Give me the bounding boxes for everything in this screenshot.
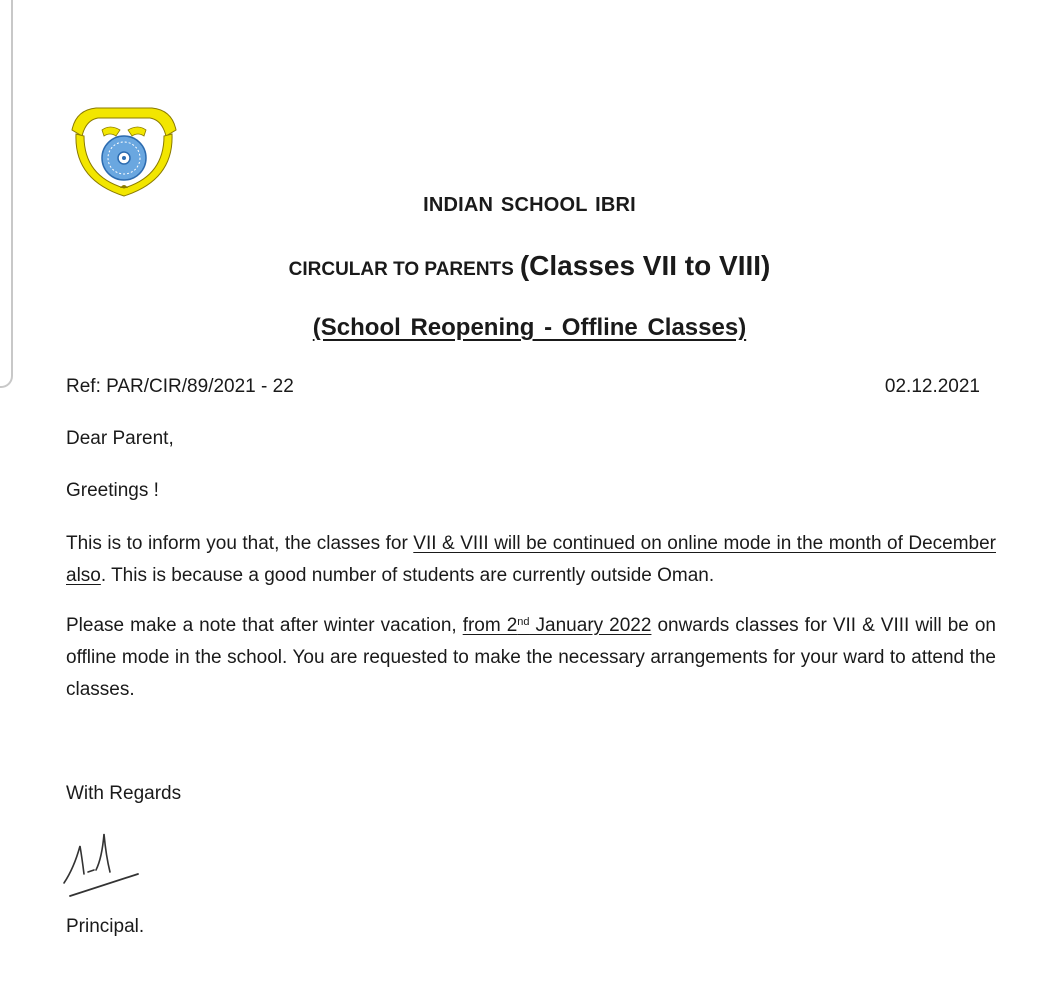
salutation: Dear Parent, <box>66 428 174 449</box>
signature-icon <box>60 828 150 898</box>
closing-regards: With Regards <box>66 783 182 804</box>
date-ordinal: nd <box>517 616 530 628</box>
circular-label: CIRCULAR TO PARENTS <box>288 259 514 280</box>
paragraph-online-classes <box>66 528 996 592</box>
date-from: from 2 <box>462 615 518 636</box>
school-name: INDIAN SCHOOL IBRI <box>423 194 636 216</box>
para1-underlined-text: VII & VIII will be continued on online mode in the month of December also <box>66 533 996 586</box>
para2-underlined-date <box>463 615 652 636</box>
circular-date: 02.12.2021 <box>884 376 980 397</box>
greeting: Greetings ! <box>66 480 159 501</box>
para2-text-end: onwards classes for VII & VIII will be on offline mode in the school. You are requested to make the necessary arrangements for your ward to attend the classes. <box>66 615 996 700</box>
circular-subject: (School Reopening - Offline Classes) <box>312 314 747 341</box>
reference-number: Ref: PAR/CIR/89/2021 - 22 <box>66 376 294 397</box>
para1-text-end: . This is because a good number of students are currently outside Oman. <box>100 565 715 586</box>
signatory-title: Principal. <box>66 916 145 937</box>
para2-text-start: Please make a note that after winter vacation, <box>66 615 463 636</box>
paragraph-offline-classes <box>66 610 996 706</box>
circular-title <box>0 250 1059 282</box>
date-month-year: January 2022 <box>529 615 652 636</box>
school-emblem-icon <box>66 100 182 200</box>
classes-label: (Classes VII to VIII) <box>519 250 771 281</box>
para1-text-start: This is to inform you that, the classes for <box>66 533 414 554</box>
